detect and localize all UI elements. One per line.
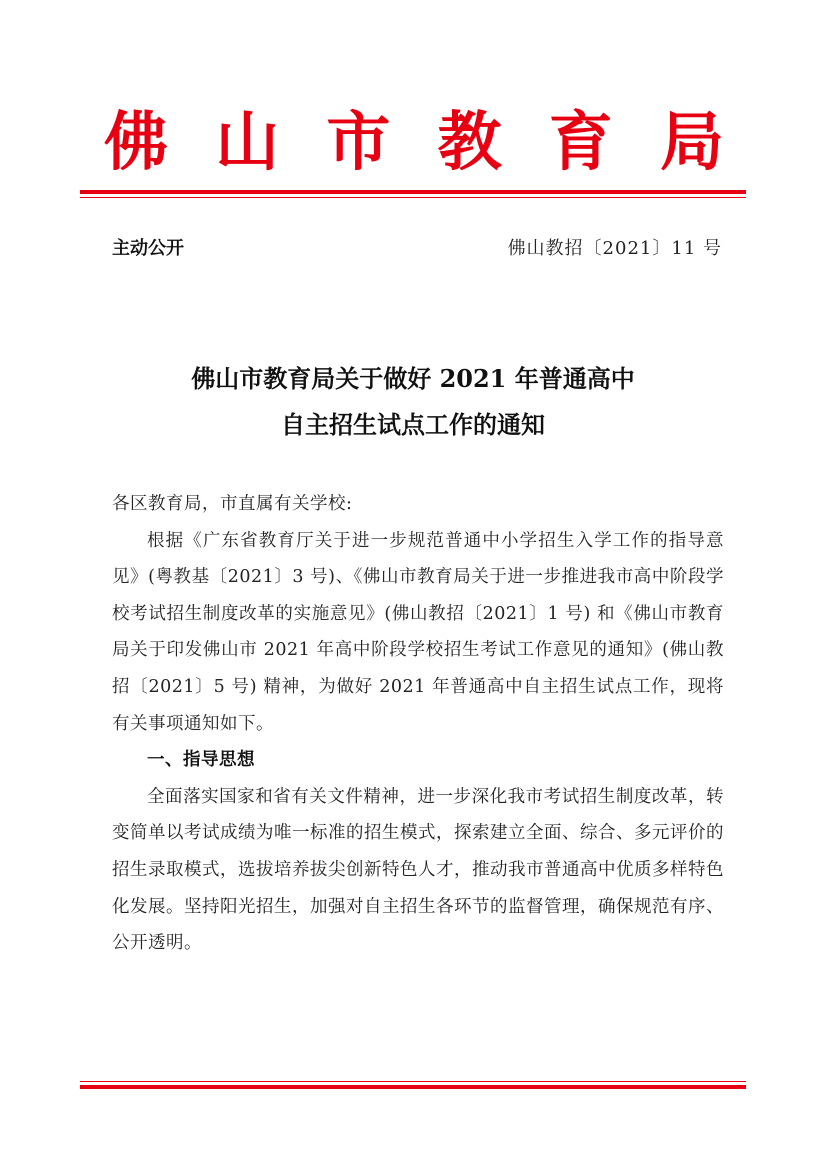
section-heading: 一、指导思想 xyxy=(147,750,255,771)
document-body xyxy=(112,486,724,962)
document-number: 佛山教招〔2021〕11 号 xyxy=(507,238,722,259)
document-title xyxy=(90,356,736,448)
paragraph: 根据《广东省教育厅关于进一步规范普通中小学招生入学工作的指导意见》(粤教基〔2021〕3 号)、《佛山市教育局关于进一步推进我市高中阶段学校考试招生制度改革的实施意见》(佛山教招〔2021〕1 号) 和《佛山市教育局关于印发佛山市 2021 年高中阶段学校招生考试工作意见的通知》(佛山教招〔2021〕5 号) 精神，为做好 2021 年普通高中自主招生试点工作，现将有关事项通知如下。 xyxy=(112,530,724,734)
title-line-1: 佛山市教育局关于做好 2021 年普通高中 xyxy=(191,364,635,393)
salutation: 各区教育局，市直属有关学校: xyxy=(112,494,353,514)
masthead-char: 市 xyxy=(326,105,391,180)
footer-rule-thick xyxy=(80,1085,746,1089)
disclosure-label: 主动公开 xyxy=(112,238,184,259)
paragraph: 全面落实国家和省有关文件精神，进一步深化我市考试招生制度改革，转变简单以考试成绩为唯一标准的招生模式，探索建立全面、综合、多元评价的招生录取模式，选拔培养拔尖创新特色人才，推动我市普通高中优质多样特色化发展。坚持阳光招生，加强对自主招生各环节的监督管理，确保规范有序、公开透明。 xyxy=(112,786,724,954)
document-meta-row xyxy=(112,230,722,264)
masthead-char: 局 xyxy=(659,105,724,180)
footer-rule-thin xyxy=(80,1081,746,1082)
header-rule-thick xyxy=(80,190,746,194)
title-line-2: 自主招生试点工作的通知 xyxy=(281,410,545,439)
header-rule-thin xyxy=(80,197,746,198)
masthead-char: 育 xyxy=(548,105,613,180)
masthead-char: 佛 xyxy=(104,105,168,180)
masthead-char: 教 xyxy=(437,105,502,180)
masthead-char: 山 xyxy=(215,105,280,180)
masthead xyxy=(104,100,724,186)
